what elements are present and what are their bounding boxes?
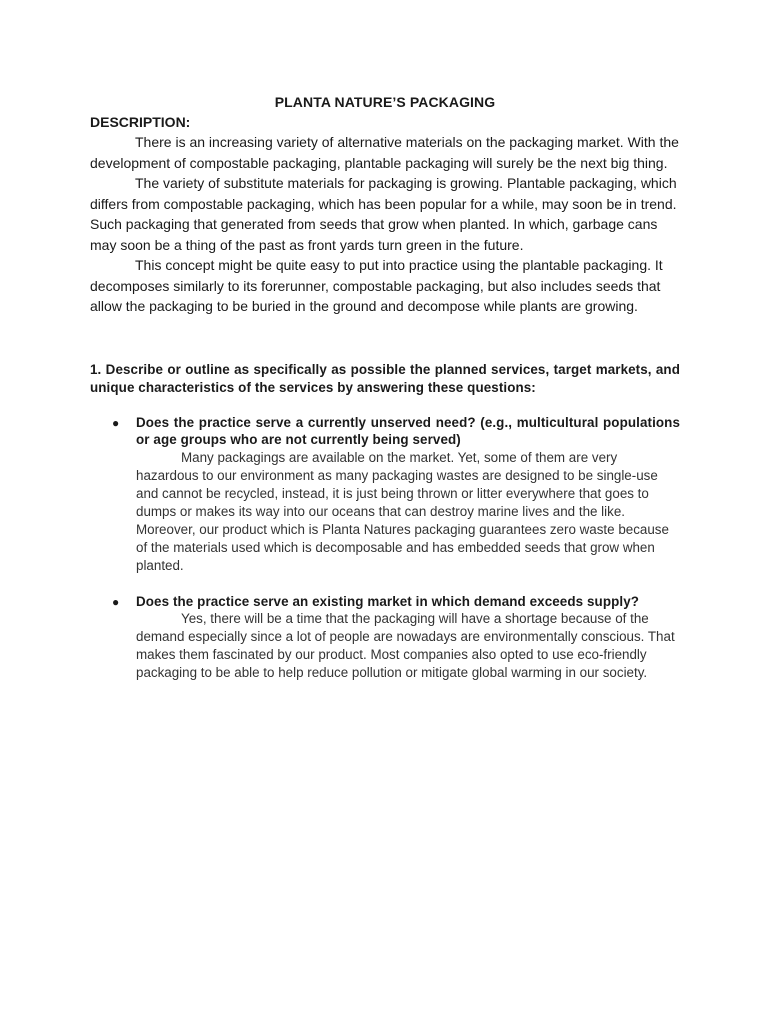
description-paragraph-1: There is an increasing variety of alternative materials on the packaging market. With the development of compostable packaging, plantable packaging will surely be the next big thing. — [90, 134, 679, 171]
description-paragraph-3: This concept might be quite easy to put into practice using the plantable packaging. It decomposes similarly to its forerunner, compostable packaging, but also includes seeds that allow the packaging to be buried in the ground and decompose while plants are growing. — [90, 257, 663, 314]
bullet-question: Does the practice serve an existing market in which demand exceeds supply? — [136, 593, 640, 609]
question-heading: 1. Describe or outline as specifically as possible the planned services, target markets, and unique characteristics of the services by answering these questions: — [90, 361, 680, 395]
bullet-question: Does the practice serve a currently unserved need? (e.g., multicultural populations or age groups who are not currently being served) — [136, 414, 680, 447]
bullet-icon: ● — [112, 415, 120, 430]
description-heading: DESCRIPTION: — [90, 114, 191, 130]
bullet-list — [90, 414, 680, 683]
bullet-answer: Yes, there will be a time that the packaging will have a shortage because of the demand especially since a lot of people are nowadays are environmentally conscious. That makes them fascinated by our product. Most companies also opted to use eco-friendly packaging to be able to help reduce pollution or mitigate global warming in our society. — [136, 611, 675, 680]
bullet-item — [90, 593, 680, 683]
document-title: PLANTA NATURE’S PACKAGING — [274, 94, 496, 110]
bullet-answer: Many packagings are available on the market. Yet, some of them are very hazardous to our environment as many packaging wastes are designed to be single-use and cannot be recycled, instead, it is just being thrown or litter everywhere that goes to dumps or makes its way into our oceans that can destroy marine lives and the like. Moreover, our product which is Planta Natures packaging guarantees zero waste because of the materials used which is decomposable and has embedded seeds that grow when planted. — [136, 449, 669, 573]
bullet-icon: ● — [112, 594, 120, 609]
description-paragraph-2: The variety of substitute materials for packaging is growing. Plantable packaging, which differs from compostable packaging, which has been popular for a while, may soon be in trend. Such packaging that generated from seeds that grow when planted. In which, garbage cans may soon be a thing of the past as front yards turn green in the future. — [90, 175, 677, 253]
bullet-item — [90, 414, 680, 575]
document-page — [90, 93, 680, 682]
